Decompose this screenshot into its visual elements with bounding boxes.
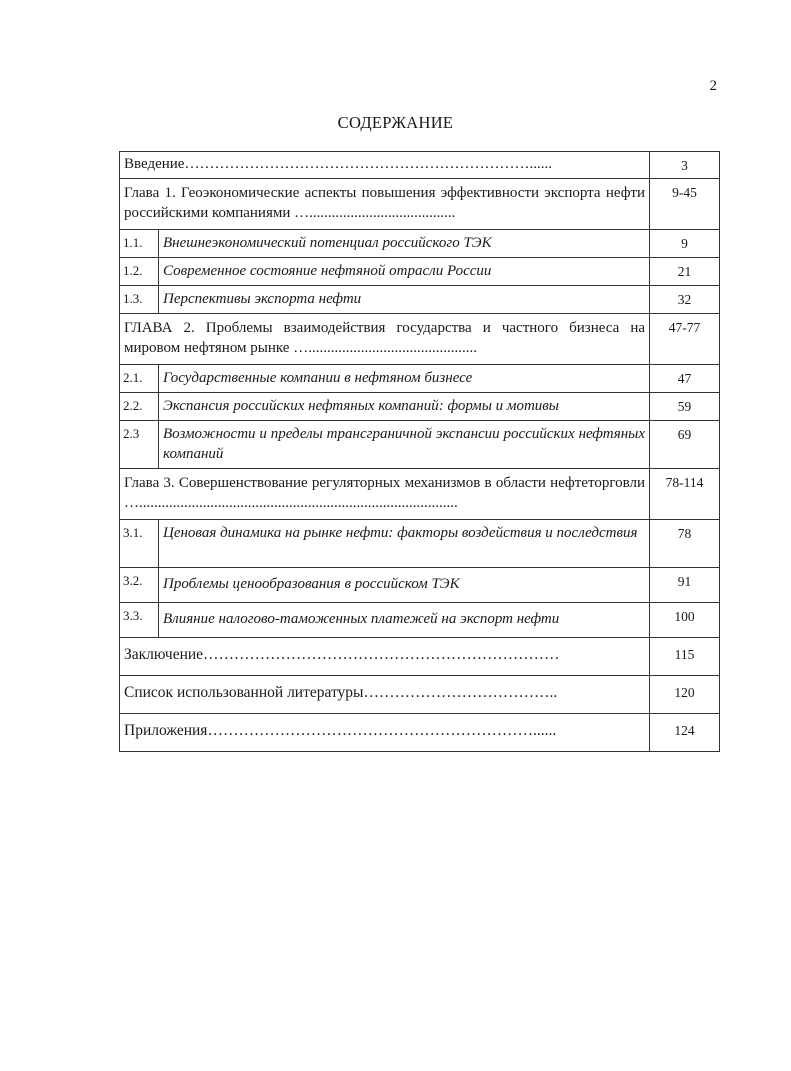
- toc-row-introduction: [120, 152, 720, 179]
- toc-row-conclusion: [120, 638, 720, 676]
- toc-entry-page: 69: [650, 421, 720, 469]
- toc-row-section-2-2: [120, 393, 720, 421]
- toc-entry-page: 21: [650, 258, 720, 286]
- toc-entry-label: Глава 1. Геоэкономические аспекты повышения эффективности экспорта нефти российскими компаниями ….......................................: [120, 179, 650, 230]
- toc-entry-label: Проблемы ценообразования в российском ТЭК: [159, 568, 650, 603]
- toc-section-number: 3.3.: [120, 603, 159, 638]
- toc-section-number: 2.3: [120, 421, 159, 469]
- toc-entry-page: 120: [650, 676, 720, 714]
- toc-row-chapter-1: [120, 179, 720, 230]
- page-number: 2: [709, 78, 717, 94]
- toc-entry-label: Приложения………………………………………………………......: [120, 714, 650, 752]
- toc-section-number: 3.1.: [120, 520, 159, 568]
- toc-entry-page: 9: [650, 230, 720, 258]
- toc-row-chapter-3: [120, 469, 720, 520]
- toc-entry-page: 59: [650, 393, 720, 421]
- toc-row-section-3-1: [120, 520, 720, 568]
- toc-row-section-2-3: [120, 421, 720, 469]
- toc-row-section-3-3: [120, 603, 720, 638]
- table-of-contents: [119, 151, 720, 752]
- toc-entry-page: 124: [650, 714, 720, 752]
- toc-entry-page: 100: [650, 603, 720, 638]
- toc-entry-label: Перспективы экспорта нефти: [159, 286, 650, 314]
- toc-section-number: 1.3.: [120, 286, 159, 314]
- toc-entry-label: Экспансия российских нефтяных компаний: формы и мотивы: [159, 393, 650, 421]
- toc-entry-label: Влияние налогово-таможенных платежей на экспорт нефти: [159, 603, 650, 638]
- toc-row-chapter-2: [120, 314, 720, 365]
- toc-entry-label: Список использованной литературы………………………………..: [120, 676, 650, 714]
- toc-entry-page: 47-77: [650, 314, 720, 365]
- toc-section-number: 1.2.: [120, 258, 159, 286]
- toc-entry-page: 78-114: [650, 469, 720, 520]
- toc-row-bibliography: [120, 676, 720, 714]
- toc-entry-label: Внешнеэкономический потенциал российского ТЭК: [159, 230, 650, 258]
- toc-entry-label: Введение……………………………………………………………......: [120, 152, 650, 179]
- toc-entry-label: Заключение……………………………………………………………: [120, 638, 650, 676]
- page-title: СОДЕРЖАНИЕ: [337, 113, 454, 132]
- toc-row-appendices: [120, 714, 720, 752]
- toc-entry-label: Глава 3. Совершенствование регуляторных механизмов в области нефтеторговли ….....................................................................................: [120, 469, 650, 520]
- toc-row-section-1-3: [120, 286, 720, 314]
- toc-entry-page: 78: [650, 520, 720, 568]
- toc-section-number: 1.1.: [120, 230, 159, 258]
- toc-section-number: 2.2.: [120, 393, 159, 421]
- toc-entry-label: Современное состояние нефтяной отрасли России: [159, 258, 650, 286]
- toc-entry-page: 115: [650, 638, 720, 676]
- toc-row-section-1-2: [120, 258, 720, 286]
- toc-entry-label: Государственные компании в нефтяном бизнесе: [159, 365, 650, 393]
- toc-entry-page: 47: [650, 365, 720, 393]
- toc-entry-page: 32: [650, 286, 720, 314]
- toc-section-number: 3.2.: [120, 568, 159, 603]
- toc-entry-page: 91: [650, 568, 720, 603]
- toc-entry-label: Возможности и пределы трансграничной экспансии российских нефтяных компаний: [159, 421, 650, 469]
- toc-row-section-2-1: [120, 365, 720, 393]
- toc-entry-page: 3: [650, 152, 720, 179]
- toc-entry-label: Ценовая динамика на рынке нефти: факторы воздействия и последствия: [159, 520, 650, 568]
- toc-section-number: 2.1.: [120, 365, 159, 393]
- toc-row-section-3-2: [120, 568, 720, 603]
- toc-entry-page: 9-45: [650, 179, 720, 230]
- toc-entry-label: ГЛАВА 2. Проблемы взаимодействия государства и частного бизнеса на мировом нефтяном рынке ….............................................: [120, 314, 650, 365]
- toc-row-section-1-1: [120, 230, 720, 258]
